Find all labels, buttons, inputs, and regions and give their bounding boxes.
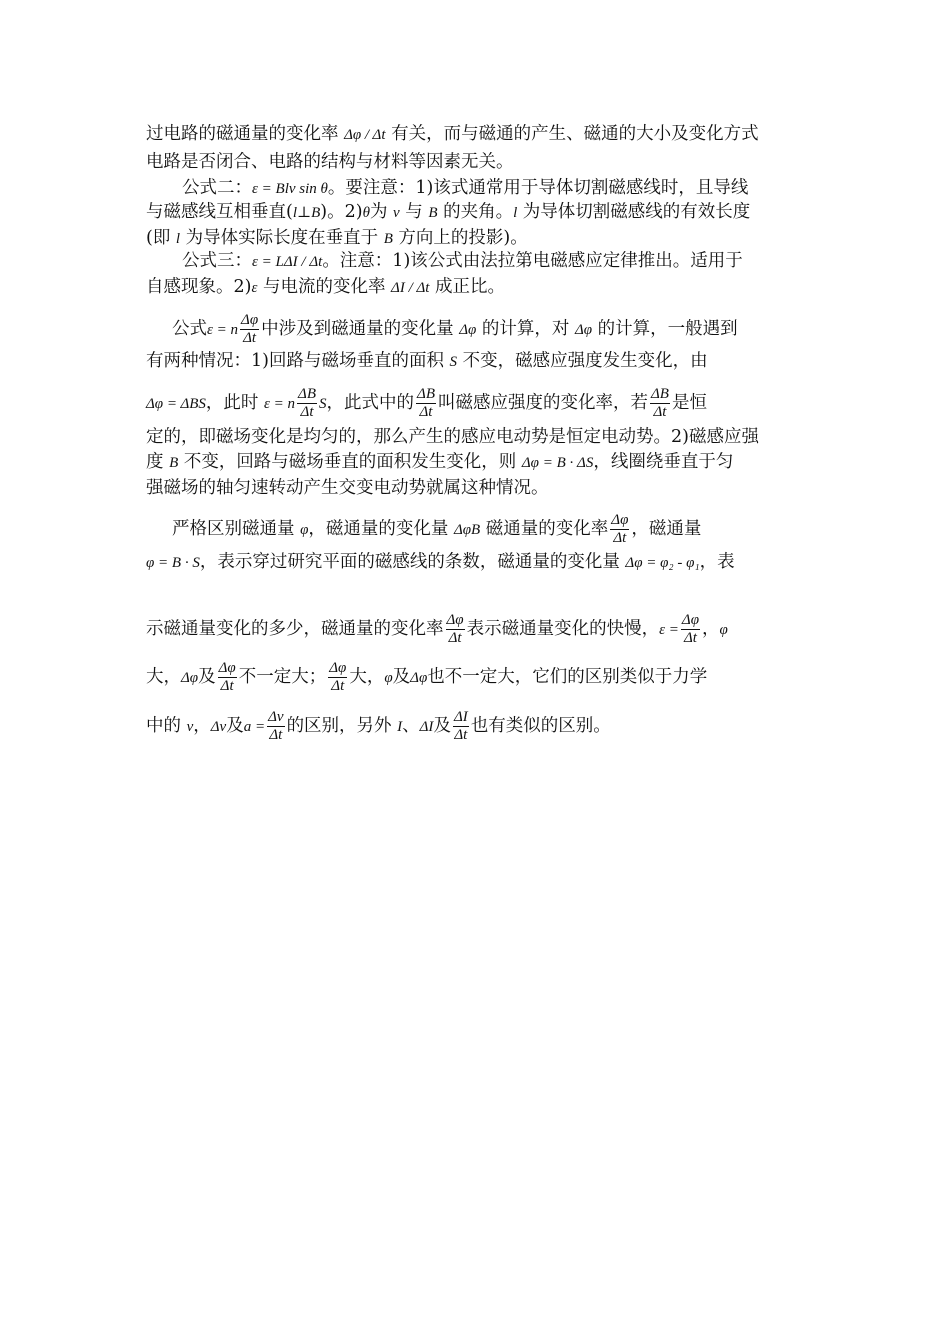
fraction-numerator: ΔI xyxy=(453,709,468,725)
text-run: ，表 xyxy=(699,552,735,572)
fraction xyxy=(416,386,436,421)
math-expression: φ xyxy=(719,622,728,638)
fraction-numerator: Δφ xyxy=(218,660,236,676)
text-run: 中涉及到磁通量的变化量 xyxy=(261,319,460,339)
fraction-numerator: Δφ xyxy=(241,312,259,328)
text-run: 公式二： xyxy=(182,178,252,198)
text-run: 与 xyxy=(399,202,429,222)
fraction-denominator: Δt xyxy=(454,727,468,743)
fraction-denominator: Δt xyxy=(300,404,314,420)
text-run: 。注意：1)该公式由法拉第电磁感应定律推出。适用于 xyxy=(322,251,743,271)
text-run: )。2) xyxy=(320,202,363,222)
text-run: 有关，而与磁通的产生、磁通的大小及变化方式 xyxy=(385,124,759,144)
math-expression: Δφ xyxy=(181,670,199,686)
text-run: 与电流的变化率 xyxy=(257,277,392,297)
text-run: 过电路的磁通量的变化率 xyxy=(146,124,345,144)
text-run: 不变，磁感应强度发生变化，由 xyxy=(457,351,708,371)
text-run: 也有类似的区别。 xyxy=(470,716,611,736)
math-expression: B xyxy=(169,455,179,471)
text-run: 大， xyxy=(146,667,181,687)
math-expression: l xyxy=(175,231,181,247)
text-run: 及 xyxy=(433,716,451,736)
text-run: 方向上的投影)。 xyxy=(392,228,528,248)
math-expression: φ xyxy=(384,670,393,686)
line-2 xyxy=(146,151,810,173)
math-expression: ΔφB xyxy=(453,522,481,538)
math-expression: ΔI / Δt xyxy=(391,280,430,296)
text-run: 的夹角。 xyxy=(437,202,514,222)
line-13 xyxy=(146,477,810,499)
text-run: 公式 xyxy=(172,319,207,339)
text-run: 示磁通量变化的多少，磁通量的变化率 xyxy=(146,619,444,639)
fraction-denominator: Δt xyxy=(448,630,462,646)
text-run: 与磁感线互相垂直( xyxy=(146,202,293,222)
math-expression: B xyxy=(383,231,393,247)
text-run: 。要注意：1)该式通常用于导体切割磁感线时，且导线 xyxy=(327,178,749,198)
line-18 xyxy=(146,709,810,744)
fraction-numerator: Δφ xyxy=(446,612,464,628)
math-expression: Δv xyxy=(210,719,227,735)
text-run: ，此式中的 xyxy=(326,393,415,413)
text-run: ，此时 xyxy=(205,393,264,413)
fraction xyxy=(650,386,670,421)
text-run: 也不一定大，它们的区别类似于力学 xyxy=(427,667,708,687)
text-run: 为导体实际长度在垂直于 xyxy=(180,228,384,248)
math-expression: ε = LΔI / Δt xyxy=(252,254,323,270)
fraction-denominator: Δt xyxy=(331,678,345,694)
math-expression: v xyxy=(393,205,400,221)
text-run: 为导体切割磁感线的有效长度 xyxy=(517,202,751,222)
fraction xyxy=(610,512,629,547)
line-15 xyxy=(146,551,810,574)
text-run: 、 xyxy=(402,716,420,736)
text-run: 定的，即磁场变化是均匀的，那么产生的感应电动势是恒定电动势。2)磁感应强 xyxy=(146,427,759,447)
fraction-numerator: Δφ xyxy=(681,612,700,628)
text-run: 强磁场的轴匀速转动产生交变电动势就属这种情况。 xyxy=(146,478,549,498)
text-run: ，线圈绕垂直于匀 xyxy=(593,452,734,472)
text-run: 及 xyxy=(392,667,411,687)
fraction xyxy=(267,709,284,744)
line-9 xyxy=(146,350,810,373)
math-expression: I xyxy=(397,719,403,735)
fraction-denominator: Δt xyxy=(269,727,283,743)
math-expression: S xyxy=(449,354,458,370)
text-run: 表示磁通量变化的快慢， xyxy=(466,619,660,639)
text-run: 严格区别磁通量 xyxy=(172,519,301,539)
math-expression: ΔI xyxy=(419,719,434,735)
math-expression: l xyxy=(513,205,518,221)
text-run: 大， xyxy=(349,667,385,687)
line-8 xyxy=(146,312,836,347)
text-run: 的计算，对 xyxy=(476,319,575,339)
text-run: ，磁通量 xyxy=(631,519,702,539)
fraction-numerator: Δφ xyxy=(611,512,629,528)
text-run: ， xyxy=(193,716,211,736)
math-expression: Δφ xyxy=(459,322,477,338)
math-expression: Δφ = ΔBS xyxy=(146,396,206,412)
fraction-numerator: Δφ xyxy=(329,660,347,676)
fraction xyxy=(328,660,347,695)
text-run: 公式三： xyxy=(182,251,252,271)
math-expression: ε = n xyxy=(207,322,239,338)
text-run: 叫磁感应强度的变化率，若 xyxy=(437,393,648,413)
line-17 xyxy=(146,660,810,695)
text-run: 及 xyxy=(198,667,216,687)
fraction-numerator: ΔB xyxy=(417,386,435,402)
fraction-denominator: Δt xyxy=(613,530,627,546)
math-expression: Δφ = B · ΔS xyxy=(521,455,594,471)
line-10 xyxy=(146,386,810,421)
line-3 xyxy=(146,177,846,200)
line-1 xyxy=(146,123,810,146)
line-14 xyxy=(146,512,836,547)
math-expression: S xyxy=(319,396,327,412)
fraction-numerator: Δv xyxy=(268,709,284,725)
text-run: 不变，回路与磁场垂直的面积发生变化，则 xyxy=(178,452,522,472)
line-12 xyxy=(146,451,810,474)
math-expression: ε = n xyxy=(264,396,296,412)
fraction-denominator: Δt xyxy=(653,404,667,420)
fraction xyxy=(453,709,469,744)
text-run: 的计算，一般遇到 xyxy=(592,319,738,339)
text-run: 度 xyxy=(146,452,170,472)
fraction-denominator: Δt xyxy=(220,678,234,694)
fraction xyxy=(681,612,700,647)
fraction-numerator: ΔB xyxy=(298,386,317,402)
fraction-numerator: ΔB xyxy=(650,386,669,402)
text-run: 的区别，另外 xyxy=(286,716,398,736)
math-expression: l⊥B xyxy=(292,205,321,221)
text-run: 中的 xyxy=(146,716,187,736)
text-run: 是恒 xyxy=(671,393,707,413)
text-run: 有两种情况：1)回路与磁场垂直的面积 xyxy=(146,351,450,371)
fraction-denominator: Δt xyxy=(419,404,433,420)
line-16 xyxy=(146,612,810,647)
text-run: 电路是否闭合、电路的结构与材料等因素无关。 xyxy=(146,152,514,172)
line-7 xyxy=(146,276,810,299)
math-expression: B xyxy=(428,205,438,221)
text-run: 及 xyxy=(226,716,244,736)
line-5 xyxy=(146,227,810,250)
fraction xyxy=(218,660,237,695)
math-expression: φ = B · S xyxy=(146,555,200,571)
fraction xyxy=(297,386,317,421)
fraction-denominator: Δt xyxy=(243,330,257,346)
math-expression: a = xyxy=(243,719,266,735)
line-6 xyxy=(146,250,846,273)
text-run: 不一定大； xyxy=(238,667,327,687)
math-expression: Δφ xyxy=(410,670,428,686)
fraction xyxy=(240,312,259,347)
math-expression: θ xyxy=(362,205,370,221)
text-run: 自感现象。2) xyxy=(146,277,252,297)
fraction-denominator: Δt xyxy=(683,630,697,646)
line-11 xyxy=(146,426,810,448)
math-expression: Δφ xyxy=(574,322,593,338)
math-expression: ε = Blv sin θ xyxy=(252,181,328,197)
math-expression: v xyxy=(186,719,194,735)
text-run: ， xyxy=(702,619,720,639)
text-run: 磁通量的变化率 xyxy=(480,519,609,539)
text-run: 为 xyxy=(369,202,394,222)
math-expression: Δφ / Δt xyxy=(344,127,386,143)
math-expression: φ xyxy=(300,522,309,538)
math-expression: ε = xyxy=(659,622,679,638)
text-run: (即 xyxy=(146,228,176,248)
text-run: ，表示穿过研究平面的磁感线的条数，磁通量的变化量 xyxy=(199,552,626,572)
math-expression: ε xyxy=(251,280,258,296)
text-run: 成正比。 xyxy=(429,277,506,297)
math-expression: Δφ = φ₂ - φ₁ xyxy=(625,555,700,571)
line-4 xyxy=(146,201,810,224)
text-run: ，磁通量的变化量 xyxy=(308,519,454,539)
fraction xyxy=(446,612,465,647)
